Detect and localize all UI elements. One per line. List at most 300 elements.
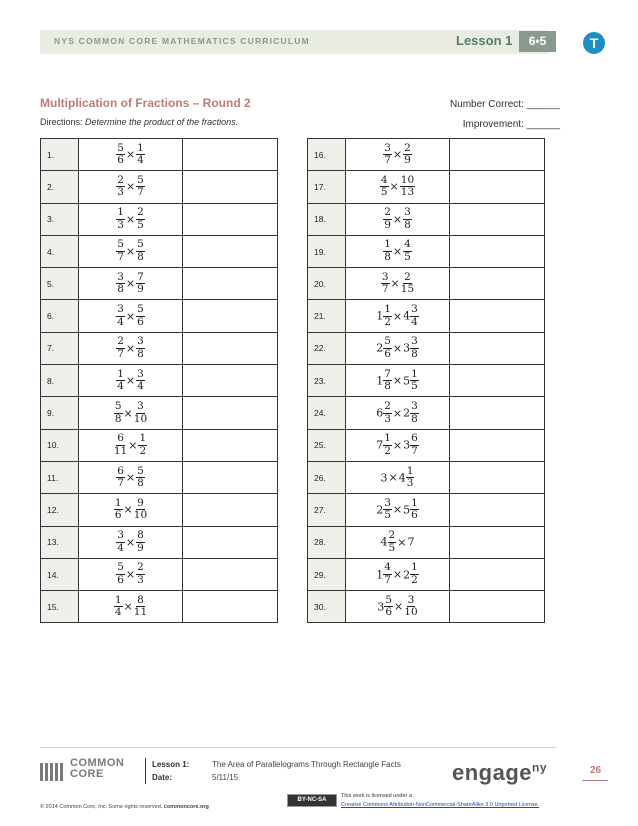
problem-row: [308, 429, 545, 461]
times-operator: ×: [392, 341, 403, 355]
fraction: [383, 562, 392, 586]
problem-number: 11.: [41, 461, 79, 493]
whole-number: 4: [403, 309, 411, 323]
times-operator: ×: [392, 438, 403, 452]
answer-cell[interactable]: [183, 558, 278, 590]
fraction: [136, 466, 145, 490]
problem-expression: [346, 268, 450, 300]
factor: [403, 335, 419, 360]
fraction: [383, 498, 392, 522]
numerator: 5: [137, 303, 144, 316]
factor: [136, 335, 145, 360]
numerator: 2: [384, 399, 391, 412]
denominator: 3: [406, 477, 414, 490]
denominator: 4: [114, 606, 122, 619]
factor: [381, 270, 390, 296]
fraction: [116, 336, 125, 360]
problem-row: [41, 461, 278, 493]
problem-number: 20.: [308, 268, 346, 300]
license-badge-text: BY-NC-SA: [297, 797, 327, 803]
problem-number: 5.: [41, 268, 79, 300]
factor: [377, 593, 393, 619]
factor: [400, 270, 415, 296]
problem-number: 23.: [308, 365, 346, 397]
answer-cell[interactable]: [183, 332, 278, 364]
license-link[interactable]: Creative Commons Attribution-NonCommercial-ShareAlike 3.0 Unported License.: [341, 802, 540, 808]
license-line-1: This work is licensed under a: [341, 793, 412, 799]
answer-cell[interactable]: [183, 429, 278, 461]
fraction: [136, 336, 145, 360]
numerator: 6: [117, 432, 124, 445]
fraction: [403, 143, 412, 167]
fraction: [383, 304, 392, 328]
denominator: 10: [133, 412, 148, 425]
denominator: 3: [137, 574, 144, 586]
problem-row: [308, 268, 545, 300]
footer-date: 5/11/15: [212, 773, 239, 782]
factor: [116, 367, 125, 393]
copyright-link[interactable]: commoncore.org: [163, 804, 209, 810]
problem-number: 6.: [41, 300, 79, 332]
answer-cell[interactable]: [450, 300, 545, 332]
numerator: 1: [117, 367, 124, 380]
denominator: 5: [404, 251, 411, 264]
denominator: 8: [114, 412, 122, 425]
times-operator: ×: [390, 277, 400, 291]
denominator: 2: [384, 315, 391, 328]
problem-expression: [346, 591, 450, 623]
answer-cell[interactable]: [450, 365, 545, 397]
footer-vertical-divider: [145, 758, 146, 784]
problem-expression: [79, 332, 183, 364]
factor: [381, 471, 388, 484]
problem-row: [41, 494, 278, 526]
footer-date-label: Date:: [152, 773, 173, 782]
times-operator: ×: [389, 180, 399, 194]
page-number-underline: [582, 780, 608, 781]
problem-row: [41, 203, 278, 235]
problem-number: 21.: [308, 300, 346, 332]
factor: [403, 432, 419, 457]
numerator: 2: [404, 141, 411, 154]
problem-expression: [79, 139, 183, 171]
fraction: [114, 595, 123, 619]
problem-expression: [79, 365, 183, 397]
fraction: [136, 530, 145, 554]
numerator: 5: [117, 238, 124, 251]
denominator: 9: [404, 154, 411, 167]
numerator: 5: [137, 238, 144, 251]
factor: [113, 432, 128, 457]
answer-cell[interactable]: [183, 461, 278, 493]
problem-expression: [346, 558, 450, 590]
engageny-logo: [452, 760, 547, 786]
numerator: 1: [139, 432, 147, 445]
denominator: 8: [384, 380, 391, 393]
numerator: 3: [407, 593, 415, 606]
answer-cell[interactable]: [450, 558, 545, 590]
answer-cell[interactable]: [183, 365, 278, 397]
times-operator: ×: [392, 503, 403, 517]
factor: [136, 367, 145, 393]
problem-number: 15.: [41, 591, 79, 623]
problem-row: [41, 365, 278, 397]
engage-sup: ny: [532, 760, 548, 775]
factor: [136, 529, 145, 554]
problem-expression: [346, 397, 450, 429]
factor: [114, 399, 123, 425]
factor: [398, 464, 415, 490]
problem-number: 18.: [308, 203, 346, 235]
times-operator: ×: [392, 568, 403, 581]
factor: [400, 173, 415, 199]
problem-row: [308, 203, 545, 235]
problem-number: 28.: [308, 526, 346, 558]
times-operator: ×: [125, 212, 136, 226]
numerator: 4: [380, 173, 388, 186]
curriculum-title: NYS COMMON CORE MATHEMATICS CURRICULUM: [54, 36, 310, 46]
problem-expression: [346, 526, 450, 558]
answer-cell[interactable]: [450, 429, 545, 461]
fraction: [134, 498, 147, 522]
factor: [376, 303, 392, 328]
fraction: [410, 498, 419, 522]
numerator: 5: [117, 561, 124, 574]
problem-expression: [346, 203, 450, 235]
factor: [376, 561, 392, 586]
denominator: 8: [404, 218, 411, 231]
factor: [114, 593, 123, 619]
whole-number: 1: [376, 309, 384, 323]
problem-expression: [346, 139, 450, 171]
problem-row: [41, 300, 278, 332]
fraction: [116, 239, 125, 263]
whole-number: 3: [377, 600, 385, 614]
denominator: 6: [385, 606, 393, 619]
answer-cell[interactable]: [183, 494, 278, 526]
problem-number: 12.: [41, 494, 79, 526]
numerator: 7: [137, 270, 144, 283]
numerator: 1: [384, 238, 391, 251]
problem-number: 26.: [308, 461, 346, 493]
numerator: 2: [117, 335, 124, 348]
copyright: [40, 804, 209, 810]
problem-number: 17.: [308, 171, 346, 203]
problem-expression: [346, 332, 450, 364]
fraction: [410, 369, 419, 393]
numerator: 2: [384, 206, 391, 219]
denominator: 5: [380, 186, 388, 199]
denominator: 7: [117, 347, 124, 360]
factor: [403, 238, 412, 264]
problem-row: [308, 591, 545, 623]
common-core-logo-icon: [40, 763, 66, 781]
denominator: 3: [117, 218, 124, 231]
numerator: 1: [406, 464, 414, 477]
times-operator: ×: [128, 438, 138, 452]
grade-module-badge: 6•5: [519, 31, 556, 52]
lesson-label: Lesson 1: [456, 33, 513, 48]
times-operator: ×: [392, 245, 403, 259]
problem-expression: [346, 461, 450, 493]
factor: [116, 303, 125, 328]
numerator: 1: [114, 496, 122, 509]
fraction: [383, 401, 392, 425]
numerator: 3: [117, 303, 124, 316]
fraction: [406, 466, 415, 490]
fraction: [410, 304, 419, 328]
times-operator: ×: [397, 535, 407, 549]
answer-cell[interactable]: [183, 139, 278, 171]
problem-number: 30.: [308, 591, 346, 623]
times-operator: ×: [125, 374, 136, 388]
denominator: 5: [384, 509, 391, 522]
numerator: 1: [411, 496, 418, 509]
fraction: [136, 562, 145, 586]
factor: [383, 206, 392, 231]
factor: [116, 561, 125, 586]
factor: [136, 270, 145, 296]
numerator: 3: [117, 529, 124, 542]
problem-row: [308, 558, 545, 590]
numerator: 3: [411, 399, 418, 412]
footer-lesson-label: Lesson 1:: [152, 760, 190, 769]
number-correct: Number Correct: ______: [449, 99, 560, 110]
times-operator: ×: [125, 309, 136, 323]
denominator: 7: [411, 444, 418, 457]
answer-cell[interactable]: [450, 171, 545, 203]
factor: [114, 496, 123, 522]
problem-number: 22.: [308, 332, 346, 364]
denominator: 8: [137, 251, 144, 264]
factor: [133, 593, 148, 619]
times-operator: ×: [125, 180, 136, 194]
problem-row: [41, 397, 278, 429]
problem-number: 1.: [41, 139, 79, 171]
numerator: 9: [137, 496, 144, 509]
numerator: 1: [117, 206, 124, 219]
common-core-logo-text: [70, 758, 124, 780]
factor: [403, 206, 412, 231]
problem-number: 24.: [308, 397, 346, 429]
copyright-text: © 2014 Common Core, Inc. Some rights reserved.: [40, 804, 163, 810]
denominator: 7: [384, 574, 391, 586]
fraction: [116, 562, 125, 586]
problem-expression: [79, 461, 183, 493]
denominator: 7: [381, 283, 389, 296]
factor: [403, 561, 419, 586]
fraction: [384, 595, 393, 619]
answer-cell[interactable]: [450, 268, 545, 300]
factor: [116, 270, 125, 296]
denominator: 11: [113, 444, 128, 457]
denominator: 8: [117, 283, 124, 296]
problem-row: [308, 397, 545, 429]
whole-number: 2: [403, 406, 411, 420]
problem-expression: [79, 591, 183, 623]
teacher-edition-icon: T: [583, 32, 605, 54]
problem-expression: [79, 558, 183, 590]
fraction: [138, 433, 147, 457]
answer-cell[interactable]: [450, 526, 545, 558]
problem-expression: [79, 268, 183, 300]
factor: [116, 464, 125, 490]
denominator: 2: [411, 574, 418, 586]
answer-cell[interactable]: [450, 397, 545, 429]
problem-expression: [79, 171, 183, 203]
denominator: 4: [117, 541, 124, 554]
problem-row: [308, 300, 545, 332]
fraction: [388, 530, 397, 554]
whole-number: 3: [403, 438, 411, 452]
denominator: 4: [117, 380, 124, 393]
fraction: [380, 175, 389, 199]
numerator: 3: [411, 335, 418, 348]
problem-row: [41, 235, 278, 267]
problem-number: 13.: [41, 526, 79, 558]
numerator: 2: [137, 206, 144, 219]
numerator: 1: [384, 303, 391, 316]
denominator: 11: [133, 606, 148, 619]
times-operator: ×: [388, 471, 398, 485]
fraction: [403, 239, 412, 263]
denominator: 5: [411, 380, 418, 393]
problem-row: [308, 139, 545, 171]
numerator: 3: [137, 367, 144, 380]
denominator: 6: [117, 154, 124, 167]
page-number: 26: [590, 765, 602, 776]
answer-cell[interactable]: [450, 235, 545, 267]
fraction: [114, 433, 127, 457]
factor: [376, 335, 392, 360]
problem-expression: [79, 235, 183, 267]
whole-number: 6: [376, 406, 384, 420]
numerator: 3: [117, 270, 124, 283]
times-operator: ×: [125, 148, 136, 162]
problem-number: 10.: [41, 429, 79, 461]
denominator: 9: [384, 218, 391, 231]
answer-cell[interactable]: [183, 171, 278, 203]
numerator: 6: [411, 432, 418, 445]
problem-row: [41, 268, 278, 300]
whole-number: 2: [403, 568, 411, 581]
factor: [133, 496, 148, 522]
denominator: 6: [411, 509, 418, 522]
factor: [136, 238, 145, 264]
factor: [380, 173, 389, 199]
problem-row: [41, 591, 278, 623]
factor: [116, 206, 125, 231]
numerator: 3: [404, 206, 411, 219]
answer-cell[interactable]: [183, 268, 278, 300]
denominator: 9: [137, 283, 144, 296]
numerator: 8: [137, 529, 144, 542]
whole-number: 7: [376, 438, 384, 452]
numerator: 3: [137, 335, 144, 348]
answer-cell[interactable]: [450, 591, 545, 623]
whole-number: 1: [376, 568, 384, 581]
numerator: 2: [137, 561, 144, 574]
numerator: 3: [384, 141, 391, 154]
problem-expression: [79, 203, 183, 235]
numerator: 5: [385, 593, 393, 606]
denominator: 7: [137, 186, 144, 199]
answer-cell[interactable]: [183, 591, 278, 623]
fraction: [116, 272, 125, 296]
answer-cell[interactable]: [183, 300, 278, 332]
factor: [403, 496, 419, 522]
answer-cell[interactable]: [183, 526, 278, 558]
numerator: 8: [137, 593, 144, 606]
numerator: 3: [137, 399, 144, 412]
times-operator: ×: [125, 568, 136, 581]
answer-cell[interactable]: [450, 461, 545, 493]
answer-cell[interactable]: [183, 397, 278, 429]
numerator: 6: [117, 464, 124, 477]
numerator: 4: [384, 561, 391, 574]
times-operator: ×: [392, 148, 403, 162]
problem-row: [308, 461, 545, 493]
denominator: 15: [400, 283, 415, 296]
answer-cell[interactable]: [450, 494, 545, 526]
answer-cell[interactable]: [183, 235, 278, 267]
denominator: 8: [411, 412, 418, 425]
times-operator: ×: [123, 406, 133, 420]
fraction: [136, 207, 145, 231]
fraction: [136, 272, 145, 296]
logo-line-2: CORE: [70, 768, 104, 780]
denominator: 5: [388, 541, 396, 554]
problem-row: [41, 139, 278, 171]
fraction: [136, 369, 145, 393]
numerator: 5: [384, 335, 391, 348]
times-operator: ×: [392, 309, 403, 323]
factor: [376, 432, 392, 457]
problem-number: 4.: [41, 235, 79, 267]
factor: [376, 399, 392, 425]
denominator: 4: [117, 315, 124, 328]
answer-cell[interactable]: [450, 332, 545, 364]
problem-number: 3.: [41, 203, 79, 235]
fraction: [401, 272, 414, 296]
whole-number: 4: [380, 535, 388, 549]
times-operator: ×: [392, 374, 403, 388]
factor: [403, 141, 412, 167]
fraction: [403, 207, 412, 231]
answer-cell[interactable]: [183, 203, 278, 235]
answer-cell[interactable]: [450, 203, 545, 235]
problem-row: [308, 494, 545, 526]
numerator: 5: [114, 399, 122, 412]
fraction: [136, 304, 145, 328]
denominator: 2: [384, 444, 391, 457]
problem-expression: [346, 300, 450, 332]
denominator: 2: [139, 444, 147, 457]
cc-license-badge-icon[interactable]: [287, 794, 337, 807]
factor: [407, 535, 414, 548]
factor: [404, 593, 418, 619]
whole-number: 3: [380, 471, 388, 485]
factor: [376, 496, 392, 522]
factor: [383, 238, 392, 264]
fraction: [400, 175, 415, 199]
problem-row: [41, 332, 278, 364]
denominator: 5: [137, 218, 144, 231]
fraction: [116, 143, 125, 167]
factor: [138, 432, 147, 457]
answer-cell[interactable]: [450, 139, 545, 171]
factor: [380, 529, 397, 554]
